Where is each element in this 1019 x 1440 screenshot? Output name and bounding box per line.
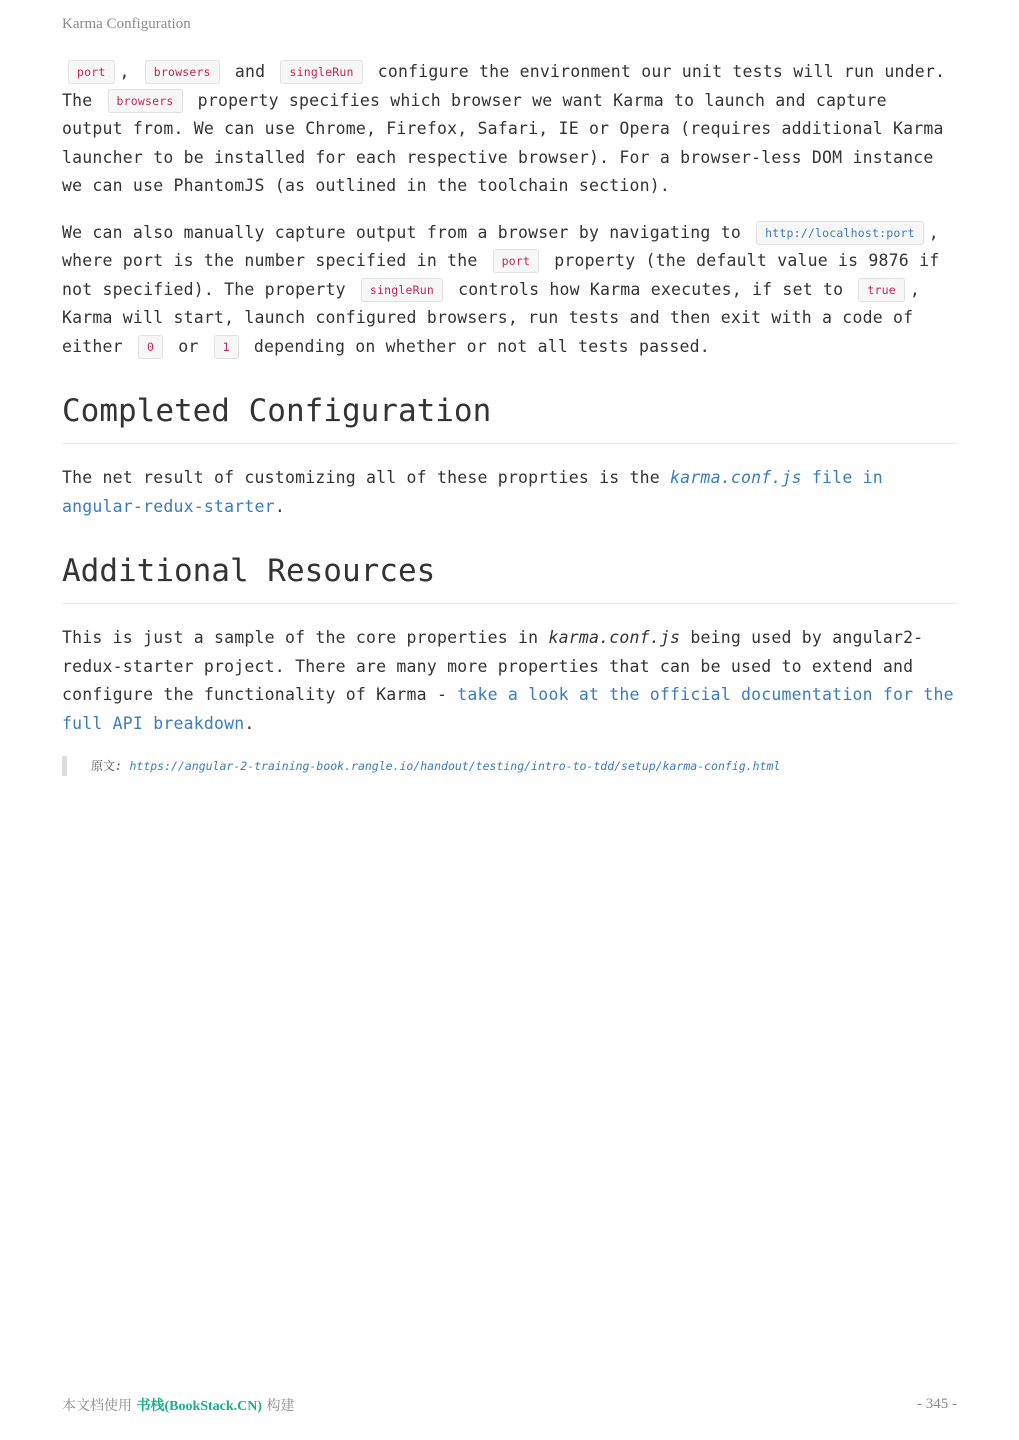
code-singlerun: singleRun <box>280 60 362 84</box>
running-header: Karma Configuration <box>62 16 191 32</box>
code-localhost-url: http://localhost:port <box>756 221 924 245</box>
paragraph-manual-capture: We can also manually capture output from a browser by navigating to http://localhost:port , where port is the number specified in the port property (the default value is 9876 if not specified). The property singleRun controls how Karma executes, if set to true , Karma will start, launch configured browsers, run tests and then exit with a code of either 0 or 1 depending on whether or not all tests passed. <box>62 219 957 362</box>
code-browsers: browsers <box>108 89 183 113</box>
code-singlerun: singleRun <box>361 278 443 302</box>
paragraph-config-intro: port , browsers and singleRun configure the environment our unit tests will run under. The browsers property specifies which browser we want Karma to launch and capture output from. We can use Chrome, Firefox, Safari, IE or Opera (requires additional Karma launcher to be installed for each respective browser). For a browser-less DOM instance we can use PhantomJS (as outlined in the toolchain section). <box>62 62 946 195</box>
source-url-link[interactable]: https://angular-2-training-book.rangle.io/handout/testing/intro-to-tdd/setup/karma-config.html <box>129 759 781 773</box>
code-one: 1 <box>214 335 239 359</box>
paragraph-resources: This is just a sample of the core properties in karma.conf.js being used by angular2-redux-starter project. There are many more properties that can be used to extend and configure the functionality of Karma - take a look at the official documentation for the full API breakdown. <box>62 628 954 733</box>
page-number: - 345 - <box>917 1396 957 1412</box>
bookstack-link[interactable]: 书栈(BookStack.CN) <box>136 1399 263 1414</box>
code-browsers: browsers <box>145 60 220 84</box>
source-note: 原文: https://angular-2-training-book.rangle.io/handout/testing/intro-to-tdd/setup/karma-config.html <box>62 756 957 776</box>
link-karma-conf-file[interactable]: karma.conf.js file in angular-redux-starter <box>62 468 883 516</box>
heading-additional-resources: Additional Resources <box>62 551 957 604</box>
document-body <box>62 58 957 776</box>
paragraph-net-result: The net result of customizing all of these proprties is the karma.conf.js file in angular-redux-starter. <box>62 468 883 516</box>
code-port: port <box>493 249 540 273</box>
link-official-documentation[interactable]: take a look at the official documentation for the full API breakdown <box>62 685 954 733</box>
code-port: port <box>68 60 115 84</box>
footer-credit: 本文档使用 书栈(BookStack.CN) 构建 <box>62 1398 295 1414</box>
code-true: true <box>858 278 905 302</box>
heading-completed-configuration: Completed Configuration <box>62 391 957 444</box>
code-zero: 0 <box>138 335 163 359</box>
